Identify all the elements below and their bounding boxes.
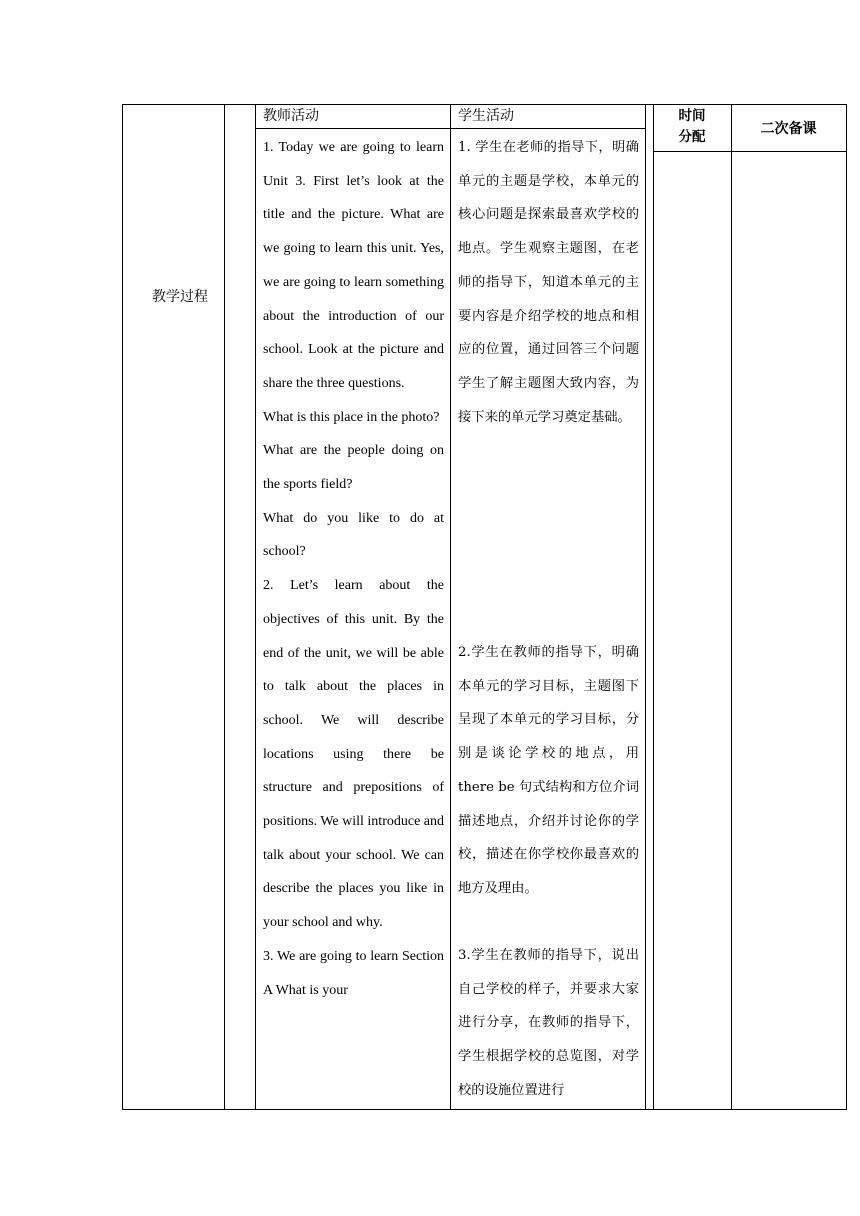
col-border	[645, 104, 646, 1110]
col-border	[224, 104, 225, 1110]
time-allocation-header	[653, 106, 731, 148]
table-bottom-border	[122, 1109, 847, 1110]
right-header-divider	[653, 151, 847, 152]
col-border	[450, 104, 451, 1110]
row-label: 教学过程	[152, 289, 208, 305]
teacher-activity-content	[263, 131, 444, 1007]
teacher-paragraph: 1. Today we are going to learn Unit 3. First let’s look at the title and the picture. What are we going to learn this unit. Yes, we are going to learn something about the introduction of our school. Look at the picture and share the three questions.	[263, 140, 444, 391]
teacher-paragraph: What do you like to do at school?	[263, 510, 444, 560]
time-header-line2: 分配	[678, 129, 706, 145]
second-prep-header: 二次备课	[760, 121, 817, 137]
student-paragraph: 2.学生在教师的指导下，明确本单元的学习目标，主题图下呈现了本单元的学习目标，分别是谈论学校的地点，用 there be 句式结构和方位介词描述地点，介绍并讨论你的学校，描述在你学校你最喜欢的地方及理由。	[458, 645, 639, 896]
teacher-paragraph: 2. Let’s learn about the objectives of this unit. By the end of the unit, we will be able to talk about the places in school. We will describe locations using there be structure and prepositions of positions. We will introduce and talk about your school. We can describe the places you like in your school and why.	[263, 578, 444, 931]
col-border	[255, 104, 256, 1110]
col-border	[731, 104, 732, 1110]
time-header-line1: 时间	[678, 108, 706, 124]
teacher-paragraph: What are the people doing on the sports field?	[263, 443, 444, 493]
col-border	[122, 104, 123, 1110]
student-paragraph: 3.学生在教师的指导下，说出自己学校的样子，并要求大家进行分享，在教师的指导下，学生根据学校的总览图，对学校的设施位置进行	[458, 948, 639, 1098]
student-paragraph: 1. 学生在老师的指导下，明确单元的主题是学校，本单元的核心问题是探索最喜欢学校的地点。学生观察主题图，在老师的指导下，知道本单元的主要内容是介绍学校的地点和相应的位置，通过回答三个问题学生了解主题图大致内容，为接下来的单元学习奠定基础。	[458, 140, 639, 425]
col-border	[653, 104, 654, 1110]
student-activity-content	[458, 131, 639, 1108]
student-activity-header: 学生活动	[458, 108, 514, 124]
teacher-paragraph: What is this place in the photo?	[263, 409, 440, 425]
teacher-activity-header: 教师活动	[263, 108, 319, 124]
inner-header-divider	[255, 128, 646, 129]
col-border	[846, 104, 847, 1110]
teacher-paragraph: 3. We are going to learn Section A What is your	[263, 948, 444, 998]
